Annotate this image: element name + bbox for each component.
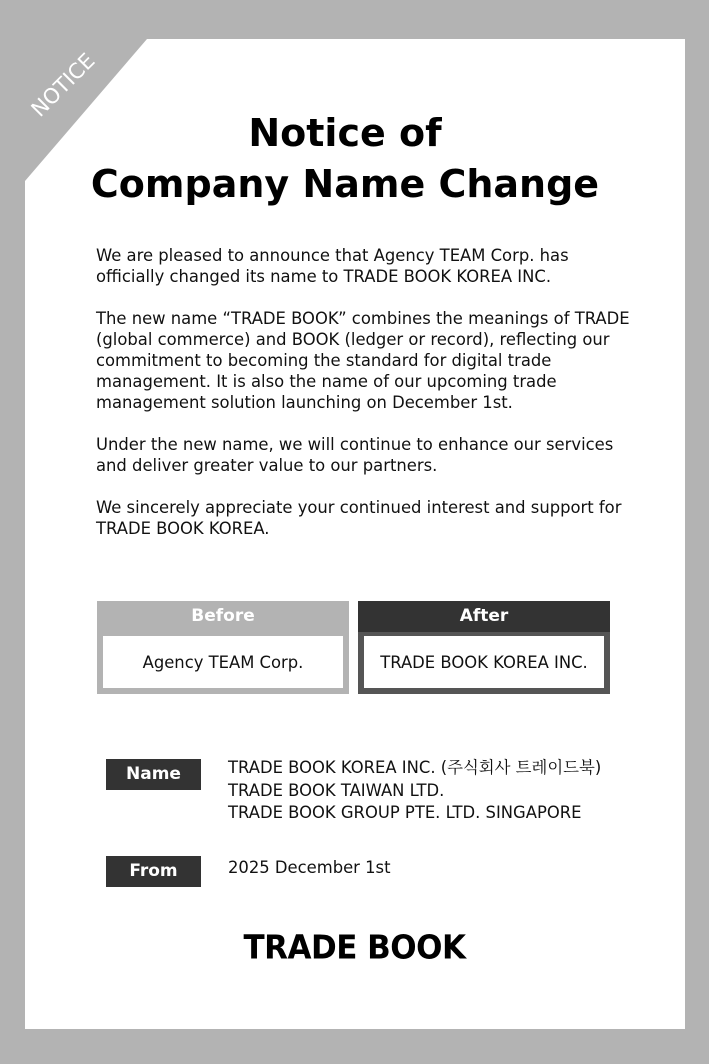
title-line-1: Notice of (248, 111, 442, 155)
title-line-2: Company Name Change (90, 162, 600, 206)
from-label: From (106, 856, 201, 887)
after-label: After (459, 606, 509, 626)
company-name-taiwan: TRADE BOOK TAIWAN LTD. (228, 780, 445, 800)
page-title (0, 108, 690, 210)
name-label: Name (106, 759, 201, 790)
paragraph-1: We are pleased to announce that Agency TEAM Corp. has officially changed its name to TRADE BOOK KOREA INC. (96, 246, 569, 286)
announcement-body (96, 245, 636, 560)
effective-date: 2025 December 1st (228, 858, 391, 877)
before-value: Agency TEAM Corp. (97, 632, 349, 694)
before-box (97, 601, 349, 694)
paragraph-2: The new name “TRADE BOOK” combines the meanings of TRADE (global commerce) and BOOK (ledger or record), reflecting our commitment to becoming the standard for digital trade management. It is also the name of our upcoming trade management solution launching on December 1st. (96, 309, 630, 412)
paragraph-4: We sincerely appreciate your continued interest and support for TRADE BOOK KOREA. (96, 498, 622, 538)
after-value: TRADE BOOK KOREA INC. (358, 632, 610, 694)
paragraph-3: Under the new name, we will continue to enhance our services and deliver greater value to our partners. (96, 435, 614, 475)
notice-corner-label: NOTICE (26, 48, 100, 122)
trade-book-logo: TRADE BOOK (243, 929, 466, 967)
company-name-korea: TRADE BOOK KOREA INC. (주식회사 트레이드북) (228, 758, 602, 777)
company-names (228, 757, 601, 825)
after-box (358, 601, 610, 694)
before-label: Before (191, 606, 255, 626)
company-name-singapore: TRADE BOOK GROUP PTE. LTD. SINGAPORE (228, 803, 582, 822)
